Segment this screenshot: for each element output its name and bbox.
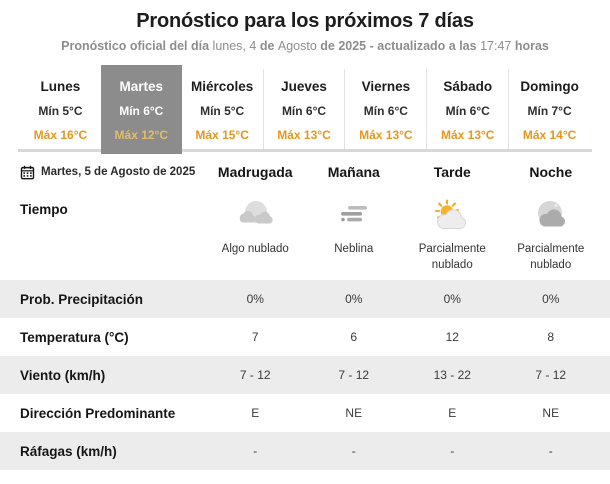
metric-value: 12 <box>445 330 459 344</box>
selected-date-label: Martes, 5 de Agosto de 2025 <box>41 166 196 178</box>
metric-value: - <box>351 444 356 458</box>
condition-label: Parcialmente nublado <box>418 243 486 271</box>
metric-value: 0% <box>542 292 560 306</box>
day-min-temp: Mín 6°C <box>119 104 164 118</box>
day-name: Sábado <box>443 79 493 94</box>
metric-row-label: Viento (km/h) <box>20 367 106 383</box>
metric-row-label: Ráfagas (km/h) <box>20 443 117 459</box>
day-min-temp: Mín 6°C <box>281 104 327 118</box>
column-header-madrugada: Madrugada <box>217 164 293 180</box>
day-name: Miércoles <box>191 79 254 94</box>
day-name: Martes <box>119 79 164 94</box>
page-title: Pronóstico para los próximos 7 días <box>136 10 474 32</box>
subtitle-text-run: Agosto <box>277 39 321 53</box>
day-name: Jueves <box>281 79 327 94</box>
metric-value: NE <box>345 406 363 420</box>
metric-row <box>0 394 610 432</box>
weather-row-label: Tiempo <box>20 202 68 217</box>
forecast-subtitle <box>0 39 610 53</box>
day-min-temp: Mín 6°C <box>445 104 490 118</box>
metric-row <box>0 432 610 470</box>
day-max-temp: Máx 16°C <box>33 128 88 142</box>
condition-label: Algo nublado <box>221 243 289 255</box>
metric-value: E <box>448 406 457 420</box>
day-card-sabado[interactable] <box>426 69 508 149</box>
metric-row <box>0 356 610 394</box>
metric-value: NE <box>542 406 560 420</box>
metric-row-label: Temperatura (°C) <box>20 329 129 345</box>
metric-value: 7 - 12 <box>239 368 271 382</box>
metric-value: - <box>450 444 455 458</box>
subtitle-text-run: Pronóstico oficial del día <box>61 39 213 53</box>
day-card-martes[interactable] <box>101 65 182 154</box>
day-card-domingo[interactable] <box>508 69 590 149</box>
metric-value: E <box>251 406 260 420</box>
moon-behind-cloud-icon <box>531 196 571 241</box>
day-max-temp: Máx 15°C <box>195 128 249 142</box>
metric-value: 6 <box>350 330 358 344</box>
metric-value: 0% <box>443 292 461 306</box>
fog-icon <box>334 196 374 241</box>
detail-header-row <box>0 152 610 192</box>
column-header-tarde: Tarde <box>433 164 471 180</box>
day-name: Viernes <box>361 79 411 94</box>
metric-value: - <box>253 444 258 458</box>
condition-cell <box>305 192 404 258</box>
metric-row-label: Dirección Predominante <box>20 405 176 421</box>
calendar-icon <box>20 165 35 180</box>
condition-cell <box>502 192 601 273</box>
day-max-temp: Máx 13°C <box>359 128 413 142</box>
subtitle-text-run: de <box>259 39 278 53</box>
day-card-jueves[interactable] <box>263 69 345 149</box>
subtitle-text-run: 17:47 <box>480 39 515 53</box>
day-max-temp: Máx 14°C <box>522 128 577 142</box>
metric-row <box>0 318 610 356</box>
metric-value: 0% <box>345 292 363 306</box>
metrics-rows <box>0 280 610 470</box>
day-min-temp: Mín 6°C <box>363 104 408 118</box>
column-header-manana: Mañana <box>327 164 380 180</box>
metric-value: 0% <box>246 292 264 306</box>
day-max-temp: Máx 13°C <box>440 128 495 142</box>
cloud-icon <box>235 196 275 241</box>
metric-row <box>0 280 610 318</box>
selected-date <box>0 165 206 180</box>
subtitle-text-run: horas <box>514 39 549 53</box>
day-card-lunes[interactable] <box>20 69 101 149</box>
condition-cell <box>206 192 305 258</box>
condition-label: Neblina <box>334 243 374 255</box>
metric-value: 7 - 12 <box>535 368 567 382</box>
day-card-viernes[interactable] <box>344 69 426 149</box>
day-min-temp: Mín 7°C <box>527 104 572 118</box>
metric-value: - <box>548 444 553 458</box>
day-card-miercoles[interactable] <box>182 69 263 149</box>
metric-row-label: Prob. Precipitación <box>20 291 144 307</box>
metric-value: 8 <box>547 330 555 344</box>
metric-value: 7 <box>251 330 259 344</box>
subtitle-text-run: de 2025 - actualizado a las <box>320 39 481 53</box>
week-day-strip <box>20 69 590 149</box>
day-name: Domingo <box>520 79 579 94</box>
metric-value: 13 - 22 <box>433 368 471 382</box>
condition-cell <box>403 192 502 273</box>
subtitle-text-run: lunes, 4 <box>212 39 260 53</box>
condition-label: Parcialmente nublado <box>517 243 585 271</box>
sun-behind-cloud-icon <box>432 196 472 241</box>
day-max-temp: Máx 13°C <box>277 128 331 142</box>
column-header-noche: Noche <box>529 164 573 180</box>
day-max-temp: Máx 12°C <box>114 128 169 142</box>
metric-value: 7 - 12 <box>338 368 370 382</box>
day-min-temp: Mín 5°C <box>200 104 245 118</box>
day-min-temp: Mín 5°C <box>38 104 83 118</box>
day-detail-table <box>0 152 610 470</box>
day-name: Lunes <box>40 79 81 94</box>
weather-conditions-row <box>0 192 610 280</box>
